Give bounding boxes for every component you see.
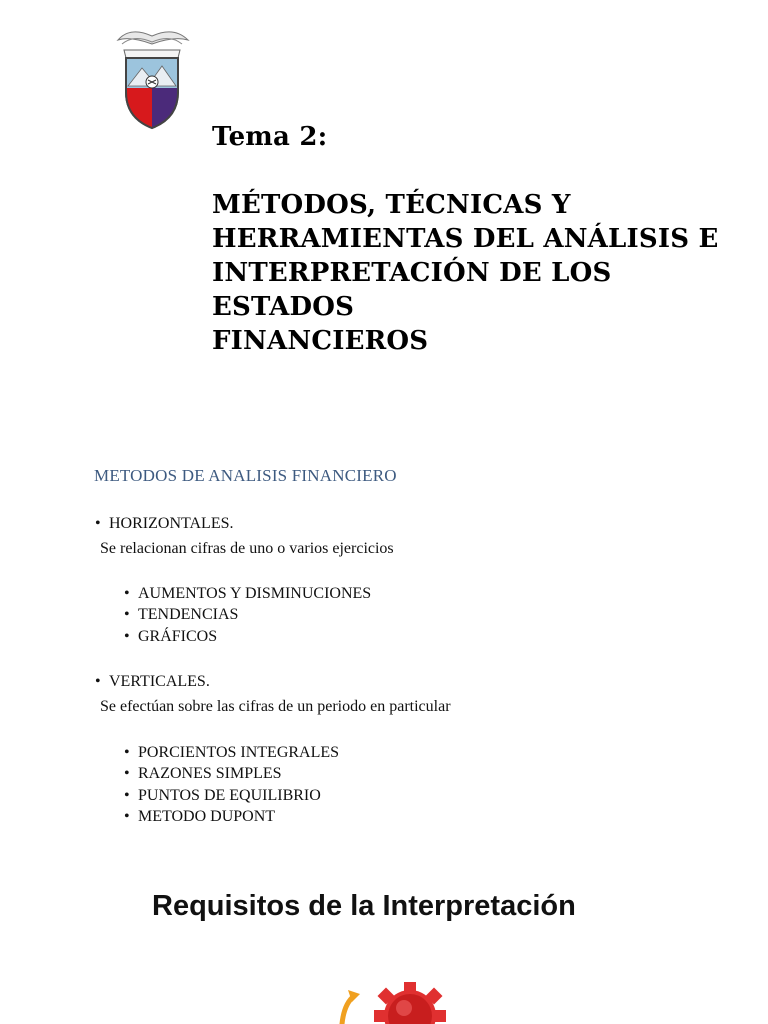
verticales-list bbox=[124, 742, 339, 827]
bullet-icon: • bbox=[124, 585, 130, 602]
title-line: INTERPRETACIÓN DE LOS ESTADOS bbox=[212, 258, 612, 322]
section-heading: METODOS DE ANALISIS FINANCIERO bbox=[94, 466, 397, 485]
list-item: • METODO DUPONT bbox=[124, 806, 339, 827]
institution-logo-icon bbox=[108, 22, 196, 132]
horizontales-bullet bbox=[95, 513, 233, 534]
horizontales-list bbox=[124, 583, 371, 647]
requirements-title: Requisitos de la Interpretación bbox=[152, 890, 576, 922]
gear-arrow-graphic-icon bbox=[330, 980, 470, 1024]
bullet-icon: • bbox=[124, 765, 130, 783]
verticales-description: Se efectúan sobre las cifras de un periodo en particular bbox=[100, 698, 451, 715]
list-item: • AUMENTOS Y DISMINUCIONES bbox=[124, 583, 371, 604]
bullet-icon: • bbox=[124, 786, 130, 804]
list-item: • TENDENCIAS bbox=[124, 604, 371, 625]
title-line: MÉTODOS, TÉCNICAS Y bbox=[212, 190, 571, 220]
verticales-bullet bbox=[95, 671, 210, 692]
bullet-icon: • bbox=[95, 673, 101, 690]
list-item: • GRÁFICOS bbox=[124, 626, 371, 647]
title-line: FINANCIEROS bbox=[212, 326, 429, 356]
list-item: • PUNTOS DE EQUILIBRIO bbox=[124, 785, 339, 806]
title-line: HERRAMIENTAS DEL ANÁLISIS E bbox=[212, 224, 719, 254]
bullet-icon: • bbox=[124, 606, 130, 624]
verticales-label: VERTICALES. bbox=[109, 673, 210, 690]
horizontales-label: HORIZONTALES. bbox=[109, 515, 234, 532]
list-item: • PORCIENTOS INTEGRALES bbox=[124, 742, 339, 763]
bullet-icon: • bbox=[124, 744, 130, 761]
horizontales-description: Se relacionan cifras de uno o varios ejercicios bbox=[100, 540, 394, 557]
main-title bbox=[212, 188, 752, 358]
bullet-icon: • bbox=[124, 807, 130, 825]
list-item: • RAZONES SIMPLES bbox=[124, 763, 339, 784]
bullet-icon: • bbox=[124, 627, 130, 645]
bullet-icon: • bbox=[95, 515, 101, 532]
topic-label: Tema 2: bbox=[212, 122, 328, 152]
slide-title bbox=[212, 120, 752, 358]
